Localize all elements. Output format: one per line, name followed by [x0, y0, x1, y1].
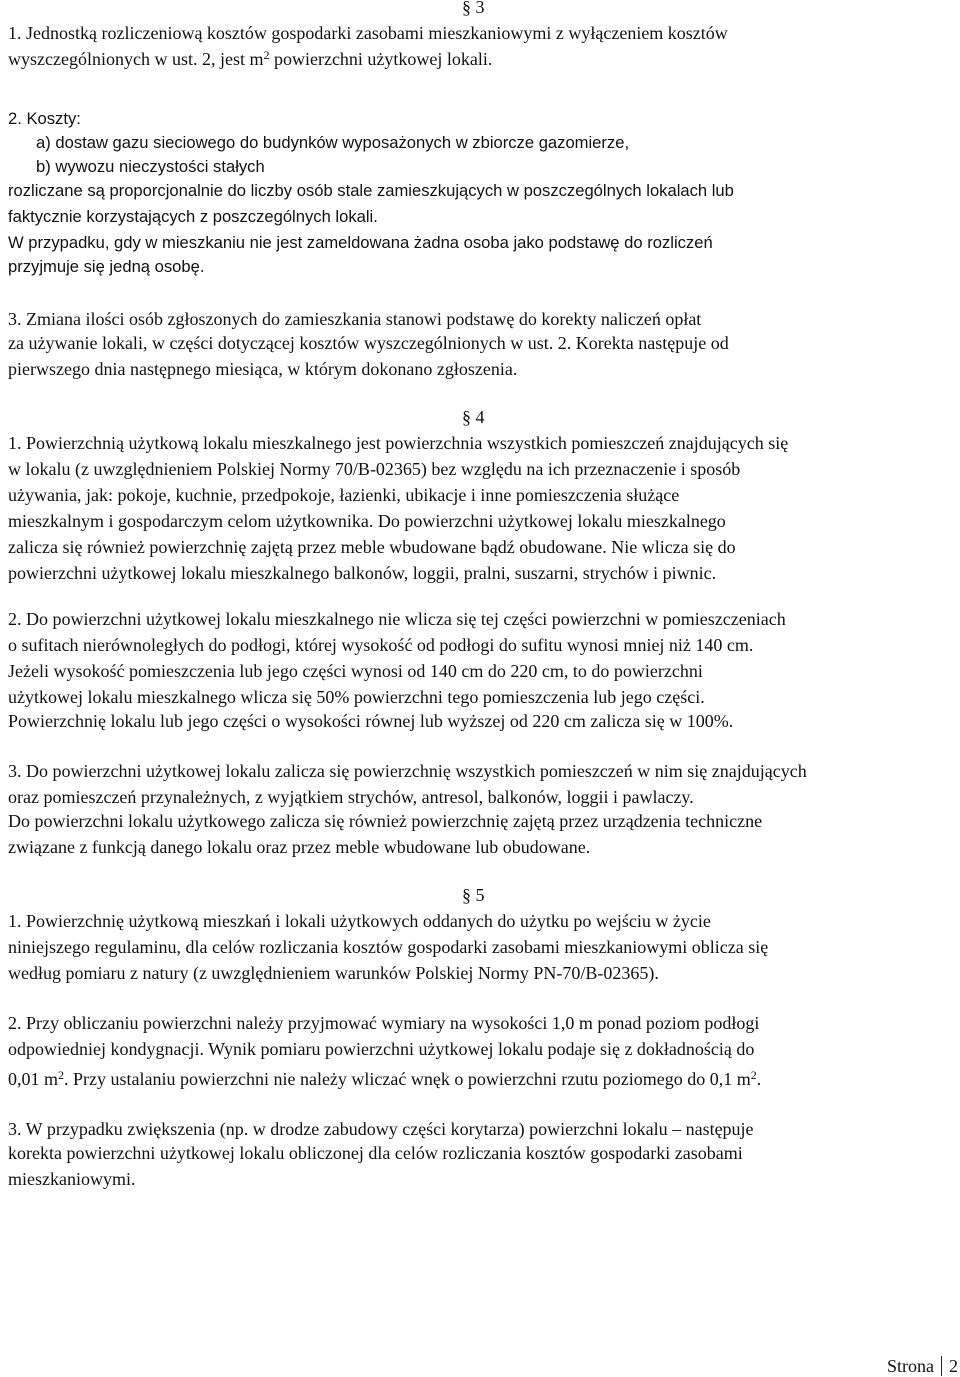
sec5-para1-line: 1. Powierzchnię użytkową mieszkań i lokali użytkowych oddanych do użytku po wejściu w życie: [8, 911, 711, 931]
section-3-heading: § 3: [462, 0, 485, 17]
sec4-para1-line: używania, jak: pokoje, kuchnie, przedpokoje, łazienki, ubikacje i inne pomieszczenia służące: [8, 485, 680, 505]
sec4-para1-line: mieszkalnym i gospodarczym celom użytkownika. Do powierzchni użytkowej lokalu mieszkalnego: [8, 511, 726, 531]
sec3-para3-line1: 3. Zmiana ilości osób zgłoszonych do zamieszkania stanowi podstawę do korekty naliczeń opłat: [8, 309, 702, 329]
section-4-heading: § 4: [462, 407, 485, 427]
sec5-para3-line: korekta powierzchni użytkowej lokalu obliczonej dla celów rozliczania kosztów gospodarki zasobami: [8, 1143, 743, 1163]
sec5-para3-line: mieszkaniowymi.: [8, 1169, 136, 1189]
sec3-para2-line6: W przypadku, gdy w mieszkaniu nie jest zameldowana żadna osoba jako podstawę do rozliczeń: [8, 233, 713, 252]
sec5-para1-line: niniejszego regulaminu, dla celów rozliczania kosztów gospodarki zasobami mieszkaniowymi oblicza się: [8, 937, 769, 957]
sec3-para3-line3: pierwszego dnia następnego miesiąca, w którym dokonano zgłoszenia.: [8, 359, 518, 379]
sec4-para3-line: 3. Do powierzchni użytkowej lokalu zalicza się powierzchnię wszystkich pomieszczeń w nim się znajdujących: [8, 761, 807, 781]
sec4-para3-line: oraz pomieszczeń przynależnych, z wyjątkiem strychów, antresol, balkonów, loggii i pawlaczy.: [8, 787, 694, 807]
sec3-para2-item-a: a) dostaw gazu sieciowego do budynków wyposażonych w zbiorcze gazomierze,: [36, 133, 630, 152]
sec4-para1-line: w lokalu (z uwzględnieniem Polskiej Normy 70/B-02365) bez względu na ich przeznaczenie i sposób: [8, 459, 741, 479]
sec4-para2-line: Jeżeli wysokość pomieszczenia lub jego części wynosi od 140 cm do 220 cm, to do powierzchni: [8, 661, 703, 681]
sec4-para1-line: zalicza się również powierzchnię zajętą przez meble wbudowane bądź obudowane. Nie wlicza się do: [8, 537, 736, 557]
sec3-para3-line2: za używanie lokali, w części dotyczącej kosztów wyszczególnionych w ust. 2. Korekta następuje od: [8, 333, 729, 353]
section-5-heading: § 5: [462, 885, 485, 905]
sec3-para2-item-b: b) wywozu nieczystości stałych: [36, 157, 265, 176]
sec4-para1-line: 1. Powierzchnią użytkową lokalu mieszkalnego jest powierzchnia wszystkich pomieszczeń znajdujących się: [8, 433, 789, 453]
sec4-para3-line: związane z funkcją danego lokalu oraz przez meble wbudowane lub obudowane.: [8, 837, 591, 857]
sec3-para2-line4: rozliczane są proporcjonalnie do liczby osób stale zamieszkujących w poszczególnych lokalach lub: [8, 181, 734, 200]
sec4-para3-line: Do powierzchni lokalu użytkowego zalicza się również powierzchnię zajętą przez urządzenia techniczne: [8, 811, 763, 831]
sec5-para1-line: według pomiaru z natury (z uwzględnieniem warunków Polskiej Normy PN-70/B-02365).: [8, 963, 659, 983]
sec5-para3-line: 3. W przypadku zwiększenia (np. w drodze zabudowy części korytarza) powierzchni lokalu – następuje: [8, 1119, 754, 1139]
sec3-para1-line2: wyszczególnionych w ust. 2, jest $m^2$ powierzchni użytkowej lokali.: [8, 48, 493, 69]
sec4-para1-line: powierzchni użytkowej lokalu mieszkalnego balkonów, loggii, pralni, suszarni, strychów i piwnic.: [8, 563, 717, 583]
sec5-para2-line3: 0,01 $m^2$. Przy ustalaniu powierzchni nie należy wliczać wnęk o powierzchni rzutu poziomego do 0,1 $m^2$.: [8, 1068, 762, 1089]
sec4-para2-line: 2. Do powierzchni użytkowej lokalu mieszkalnego nie wlicza się tej części powierzchni w pomieszczeniach: [8, 609, 786, 629]
sec5-para2-line2: odpowiedniej kondygnacji. Wynik pomiaru powierzchni użytkowej lokalu podaje się z dokładnością do: [8, 1039, 755, 1059]
sec4-para2-line: o sufitach nierównoległych do podłogi, której wysokość od podłogi do sufitu wynosi mniej niż 140 cm.: [8, 635, 754, 655]
footer-separator: [941, 1356, 942, 1376]
sec3-para2-line5: faktycznie korzystających z poszczególnych lokali.: [8, 207, 378, 226]
sec5-para2-line1: 2. Przy obliczaniu powierzchni należy przyjmować wymiary na wysokości 1,0 m ponad poziom podłogi: [8, 1013, 760, 1033]
sec3-para2-line7: przyjmuje się jedną osobę.: [8, 257, 205, 276]
page-number: 2: [949, 1356, 958, 1376]
page-footer: [887, 1356, 958, 1377]
sec3-para1-line1: 1. Jednostką rozliczeniową kosztów gospodarki zasobami mieszkaniowymi z wyłączeniem kosztów: [8, 23, 728, 43]
sec3-para2-line1: 2. Koszty:: [8, 109, 81, 128]
sec4-para2-line: Powierzchnię lokalu lub jego części o wysokości równej lub wyższej od 220 cm zalicza się w 100%.: [8, 711, 734, 731]
sec4-para2-line: użytkowej lokalu mieszkalnego wlicza się 50% powierzchni tego pomieszczenia lub jego części.: [8, 687, 705, 707]
footer-label: Strona: [887, 1356, 934, 1376]
